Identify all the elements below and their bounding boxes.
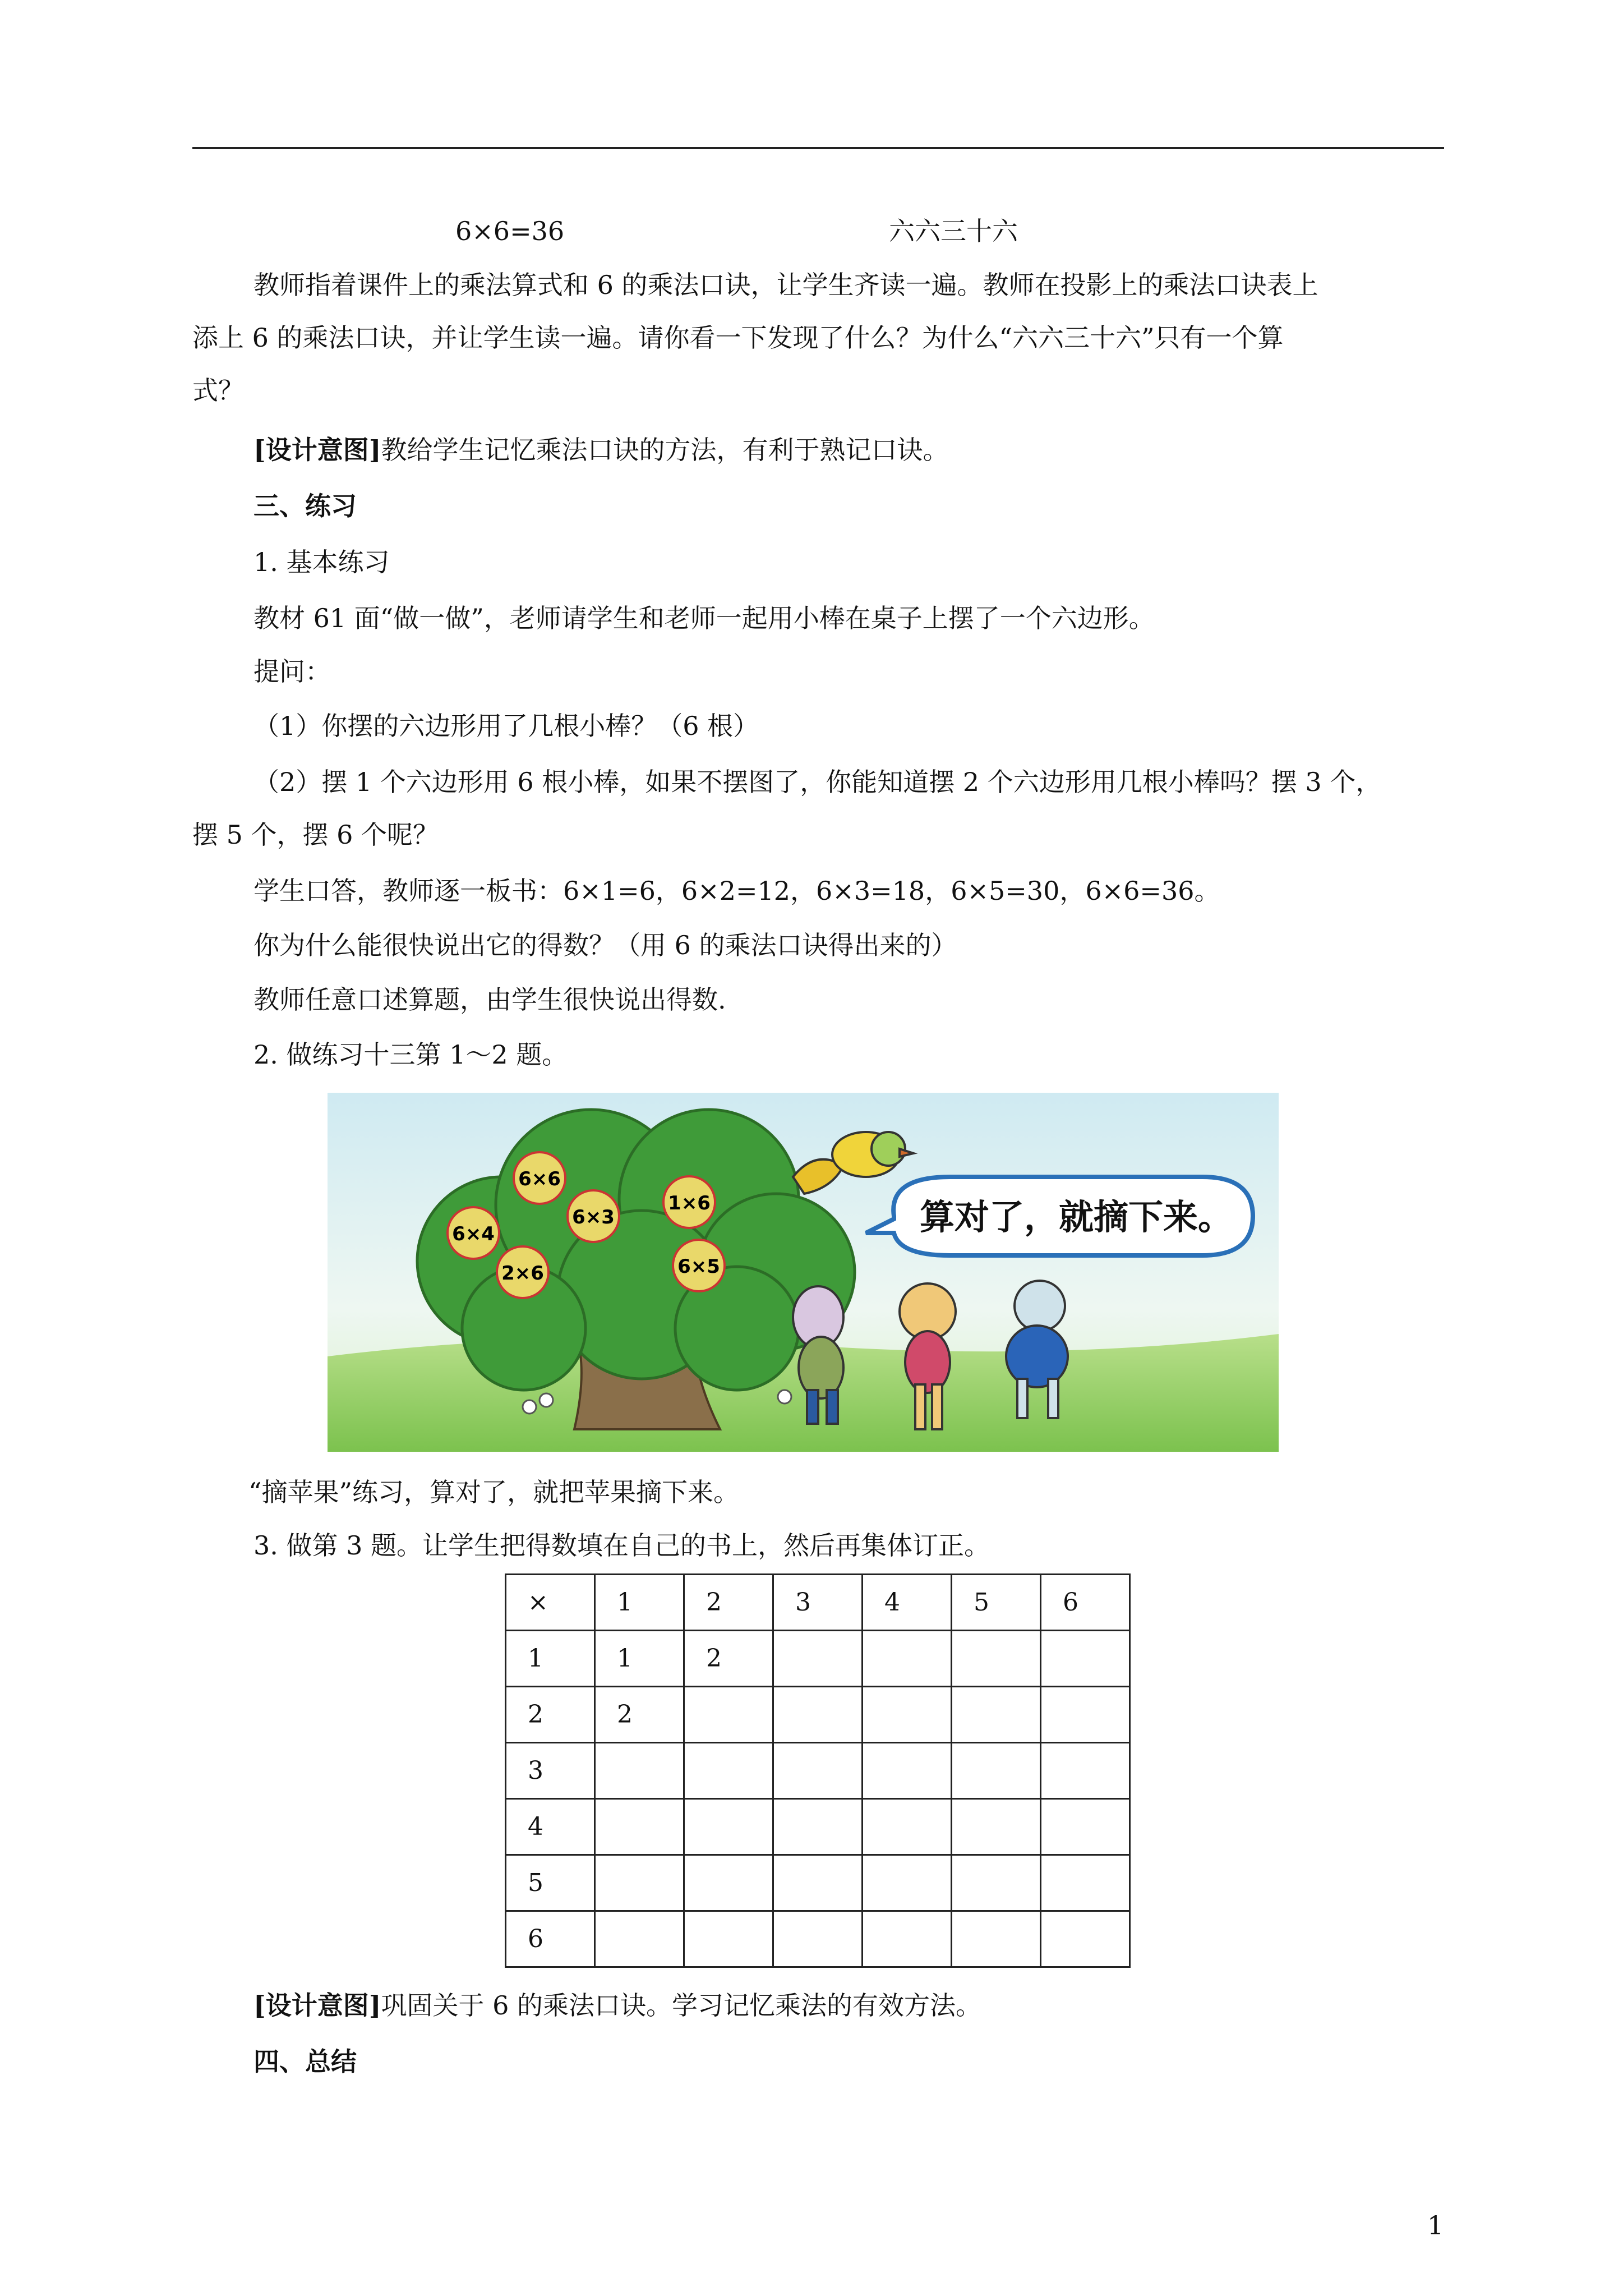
table-row: [506, 1799, 1130, 1855]
table-cell: 1: [595, 1631, 684, 1687]
why-line: 你为什么能很快说出它的得数？（用 6 的乘法口诀得出来的）: [253, 930, 957, 960]
page-number: 1: [1427, 2210, 1444, 2240]
table-cell: 5: [952, 1575, 1041, 1631]
question-2-line2: 摆 5 个，摆 6 个呢？: [192, 820, 439, 850]
question-2-line1: （2）摆 1 个六边形用 6 根小棒，如果不摆图了，你能知道摆 2 个六边形用几根小棒吗？摆 3 个，: [253, 767, 1382, 797]
table-cell: [952, 1855, 1041, 1911]
table-row: [506, 1911, 1130, 1967]
table-cell: 2: [684, 1631, 773, 1687]
para1-line1: 教师指着课件上的乘法算式和 6 的乘法口诀，让学生齐读一遍。教师在投影上的乘法口诀表上: [253, 270, 1318, 300]
table-cell: [595, 1799, 684, 1855]
table-cell: 2: [506, 1687, 595, 1743]
table-cell: 3: [506, 1743, 595, 1799]
table-cell: [773, 1631, 863, 1687]
speech-text: 算对了，就摘下来。: [919, 1197, 1233, 1237]
svg-text:6×5: 6×5: [677, 1255, 720, 1278]
table-cell: ×: [506, 1575, 595, 1631]
design-note-2: [253, 1989, 981, 2022]
table-cell: [773, 1855, 863, 1911]
table-cell: [684, 1687, 773, 1743]
para1-line2: 添上 6 的乘法口诀，并让学生读一遍。请你看一下发现了什么？为什么“六六三十六”只有一个算: [192, 323, 1284, 353]
apple-4: [663, 1176, 715, 1228]
svg-text:6×6: 6×6: [518, 1168, 561, 1190]
table-row: [506, 1575, 1130, 1631]
design-tag: [设计意图]: [253, 1990, 381, 2021]
formula-expr: 6×6=36: [455, 216, 565, 246]
table-cell: [952, 1799, 1041, 1855]
table-cell: [863, 1911, 952, 1967]
item-2: 2. 做练习十三第 1～2 题。: [253, 1039, 568, 1070]
table-cell: [863, 1855, 952, 1911]
table-cell: 6: [1041, 1575, 1130, 1631]
table-cell: [1041, 1799, 1130, 1855]
table-cell: [952, 1631, 1041, 1687]
pick-apple-line: “摘苹果”练习，算对了，就把苹果摘下来。: [248, 1477, 740, 1507]
table-cell: [684, 1911, 773, 1967]
table-cell: [773, 1911, 863, 1967]
table-cell: 5: [506, 1855, 595, 1911]
table-cell: [863, 1743, 952, 1799]
table-cell: [595, 1743, 684, 1799]
apple-3: [568, 1190, 619, 1242]
table-cell: [1041, 1631, 1130, 1687]
formula-rhyme: 六六三十六: [889, 216, 1018, 246]
apple-6: [673, 1240, 725, 1291]
question-1: （1）你摆的六边形用了几根小棒？（6 根）: [253, 711, 759, 741]
table-cell: [684, 1855, 773, 1911]
table-cell: [952, 1743, 1041, 1799]
table-cell: [1041, 1743, 1130, 1799]
table-cell: 4: [863, 1575, 952, 1631]
table-cell: [595, 1911, 684, 1967]
table-cell: [684, 1743, 773, 1799]
table-cell: 1: [595, 1575, 684, 1631]
table-cell: [1041, 1687, 1130, 1743]
table-cell: 2: [595, 1687, 684, 1743]
table-cell: [863, 1687, 952, 1743]
design-note-1: [253, 433, 949, 467]
table-cell: [595, 1855, 684, 1911]
textbook-line: 教材 61 面“做一做”，老师请学生和老师一起用小棒在桌子上摆了一个六边形。: [253, 603, 1155, 633]
svg-text:2×6: 2×6: [501, 1262, 544, 1285]
table-cell: 3: [773, 1575, 863, 1631]
table-cell: [952, 1687, 1041, 1743]
apple-tree-illustration: [328, 1093, 1279, 1452]
table-cell: [684, 1799, 773, 1855]
apple-2: [448, 1207, 499, 1259]
table-row: [506, 1743, 1130, 1799]
apple-5: [497, 1246, 548, 1298]
table-cell: [863, 1799, 952, 1855]
item-1: 1. 基本练习: [253, 547, 390, 577]
table-cell: [952, 1911, 1041, 1967]
table-cell: [1041, 1855, 1130, 1911]
speech-bubble: [866, 1177, 1253, 1255]
table-cell: 2: [684, 1575, 773, 1631]
design-tag: [设计意图]: [253, 435, 381, 465]
multiplication-table: [505, 1573, 1131, 1968]
design-text: 巩固关于 6 的乘法口诀。学习记忆乘法的有效方法。: [381, 1990, 982, 2021]
section-heading-4: 四、总结: [253, 2046, 357, 2077]
svg-text:6×4: 6×4: [452, 1223, 495, 1245]
header-rule: [192, 147, 1444, 149]
table-cell: 6: [506, 1911, 595, 1967]
svg-text:6×3: 6×3: [572, 1206, 615, 1228]
table-cell: [773, 1799, 863, 1855]
item-3: 3. 做第 3 题。让学生把得数填在自己的书上，然后再集体订正。: [253, 1530, 990, 1561]
para1-line3: 式？: [192, 375, 244, 406]
table-cell: 4: [506, 1799, 595, 1855]
apple-1: [514, 1152, 565, 1204]
table-cell: 1: [506, 1631, 595, 1687]
ask-line: 提问：: [253, 656, 331, 687]
table-cell: [863, 1631, 952, 1687]
table-row: [506, 1687, 1130, 1743]
section-heading-3: 三、练习: [253, 491, 357, 521]
table-row: [506, 1631, 1130, 1687]
svg-text:1×6: 1×6: [668, 1192, 711, 1214]
table-cell: [773, 1687, 863, 1743]
answer-line: 学生口答，教师逐一板书：6×1=6，6×2=12，6×3=18，6×5=30，6×6=36。: [253, 876, 1220, 906]
table-cell: [773, 1743, 863, 1799]
teacher-line: 教师任意口述算题，由学生很快说出得数.: [253, 984, 726, 1015]
design-text: 教给学生记忆乘法口诀的方法，有利于熟记口诀。: [381, 435, 949, 465]
table-row: [506, 1855, 1130, 1911]
table-cell: [1041, 1911, 1130, 1967]
